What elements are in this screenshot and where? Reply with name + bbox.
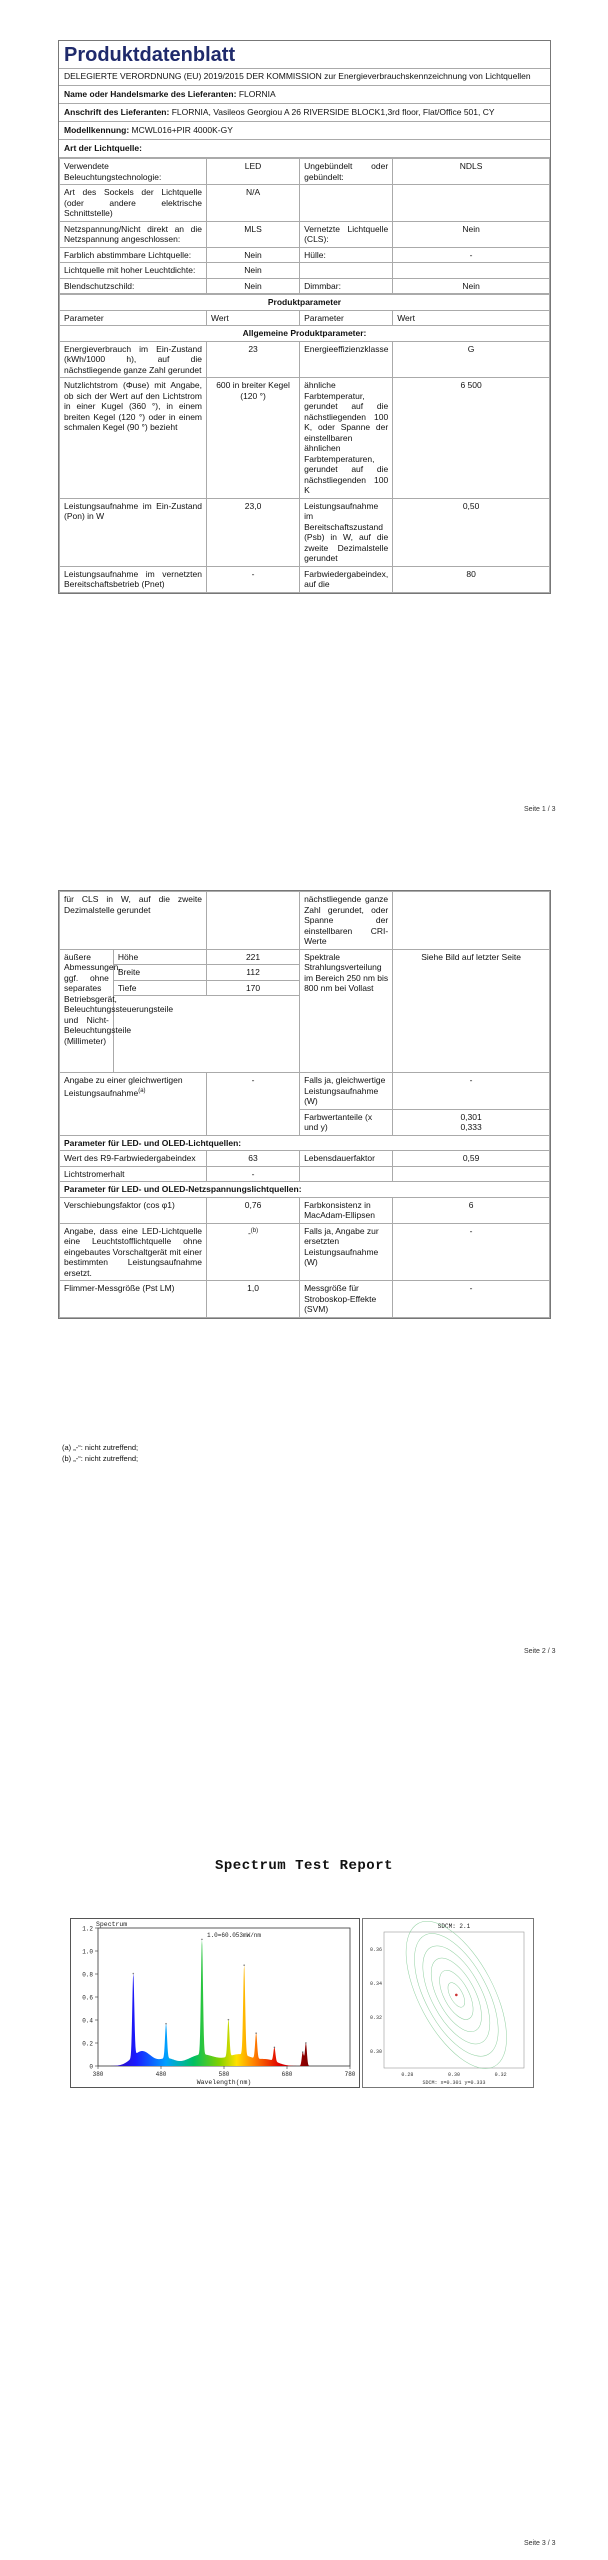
ballast-label: Angabe, dass eine LED-Lichtquelle eine Leuchtstofflichtquelle ohne eingebautes Vorschaltgerät mit einer bestimmten Leistungsaufnahme ersetzt. bbox=[60, 1223, 207, 1281]
source-cell-b: LED bbox=[207, 159, 300, 185]
col-header-value: Wert bbox=[207, 310, 300, 326]
param-cell-a: Nutzlichtstrom (Φuse) mit Angabe, ob sich der Wert auf den Lichtstrom in einer Kugel (360 °), in einem breiten Kegel (120 °) oder in einem schmalen Kegel (90 °) bezieht bbox=[60, 378, 207, 499]
type-label: Art der Lichtquelle: bbox=[59, 140, 550, 158]
page-1 bbox=[0, 0, 608, 820]
displacement-value: 0,76 bbox=[206, 1197, 299, 1223]
page-number: Seite 1 / 3 bbox=[524, 806, 556, 813]
spectrum-peak bbox=[228, 2019, 230, 2021]
sdcm-y-tick-label: 0.36 bbox=[369, 1947, 382, 1953]
parameter-table bbox=[59, 294, 550, 593]
lifetime-factor-label: Lebensdauerfaktor bbox=[300, 1151, 393, 1167]
param-cell-c: Leistungsaufnahme im Bereitschaftszustand (Psb) in W, auf die zweite Dezimalstelle gerundet bbox=[300, 498, 393, 566]
source-cell-c: Hülle: bbox=[300, 247, 393, 263]
stroboscopic-value: - bbox=[393, 1281, 550, 1318]
chromaticity-values bbox=[393, 1109, 550, 1135]
r9-value: 63 bbox=[206, 1151, 299, 1167]
footnote-a: (a) „-“: nicht zutreffend; bbox=[62, 1443, 139, 1452]
continued-table bbox=[59, 891, 550, 1318]
spectrum-peak bbox=[302, 2051, 304, 2053]
spectrum-peak bbox=[201, 1939, 203, 1941]
param-cell-d: 6 500 bbox=[393, 378, 550, 499]
spectrum-peak bbox=[165, 2023, 167, 2025]
source-cell-a: Art des Sockels der Lichtquelle (oder andere elektrische Schnittstelle) bbox=[60, 185, 207, 222]
light-source-table bbox=[59, 158, 550, 294]
source-row bbox=[60, 185, 550, 222]
source-row bbox=[60, 221, 550, 247]
dim-width-label: Breite bbox=[113, 965, 206, 981]
dim-depth-value: 170 bbox=[206, 980, 299, 996]
source-cell-a: Netzspannung/Nicht direkt an die Netzspannung angeschlossen: bbox=[60, 221, 207, 247]
source-cell-b: Nein bbox=[207, 263, 300, 279]
sdcm-y-tick-label: 0.30 bbox=[369, 2049, 382, 2055]
source-row bbox=[60, 159, 550, 185]
col-header-value: Wert bbox=[393, 310, 550, 326]
param-cell-b: - bbox=[207, 566, 300, 592]
spectrum-title: Spectrum bbox=[96, 1921, 128, 1928]
dim-height-label: Höhe bbox=[113, 949, 206, 965]
y-tick-label: 0 bbox=[89, 2063, 93, 2071]
x-tick-label: 380 bbox=[92, 2071, 104, 2078]
x-tick-label: 480 bbox=[155, 2071, 167, 2078]
displacement-label: Verschiebungsfaktor (cos φ1) bbox=[60, 1197, 207, 1223]
x-tick-label: 780 bbox=[344, 2071, 356, 2078]
source-cell-a: Farblich abstimmbare Lichtquelle: bbox=[60, 247, 207, 263]
spectrum-report-title: Spectrum Test Report bbox=[214, 1858, 394, 1874]
lifetime-factor-value: 0,59 bbox=[393, 1151, 550, 1167]
ballast2-value: - bbox=[393, 1223, 550, 1281]
address-line bbox=[59, 104, 550, 122]
param-cell-d: 80 bbox=[393, 566, 550, 592]
source-cell-d: Nein bbox=[393, 278, 550, 294]
page-2 bbox=[0, 890, 608, 1690]
lumen-maintenance-label: Lichtstromerhalt bbox=[60, 1166, 207, 1182]
spectral-label: Spektrale Strahlungsverteilung im Bereich 250 nm bis 800 nm bei Vollast bbox=[300, 949, 393, 1073]
page-number: Seite 2 / 3 bbox=[524, 1648, 556, 1655]
page-number: Seite 3 / 3 bbox=[524, 2540, 556, 2547]
y-tick-label: 0.6 bbox=[82, 1994, 93, 2002]
spectrum-peak bbox=[305, 2042, 307, 2044]
source-cell-a: Lichtquelle mit hoher Leuchtdichte: bbox=[60, 263, 207, 279]
stroboscopic-label: Messgröße für Stroboskop-Effekte (SVM) bbox=[300, 1281, 393, 1318]
source-cell-b: Nein bbox=[207, 278, 300, 294]
supplier-line bbox=[59, 86, 550, 104]
equivalent-power-value: - bbox=[206, 1073, 299, 1136]
source-row bbox=[60, 247, 550, 263]
sdcm-x-tick-label: 0.28 bbox=[401, 2072, 414, 2078]
param-row bbox=[60, 378, 550, 499]
footnotes bbox=[62, 1442, 138, 1464]
source-cell-c bbox=[300, 263, 393, 279]
y-tick-label: 0.8 bbox=[82, 1971, 93, 1979]
equivalent-power2-value: - bbox=[393, 1073, 550, 1110]
dim-depth-label: Tiefe bbox=[113, 980, 206, 996]
section-general: Allgemeine Produktparameter: bbox=[60, 326, 550, 342]
param-cell-b: 600 in breiter Kegel (120 °) bbox=[207, 378, 300, 499]
section-product-parameters: Produktparameter bbox=[60, 295, 550, 311]
source-cell-b: MLS bbox=[207, 221, 300, 247]
datasheet-frame-continued bbox=[58, 890, 551, 1319]
spectrum-peak bbox=[243, 1964, 245, 1966]
x-tick-label: 580 bbox=[218, 2071, 230, 2078]
x-tick-label: 680 bbox=[281, 2071, 293, 2078]
param-cell-b: 23,0 bbox=[207, 498, 300, 566]
source-cell-d bbox=[393, 185, 550, 222]
address-value: FLORNIA, Vasileos Georgiou A 26 RIVERSIDE BLOCK1,3rd floor, Flat/Office 501, CY bbox=[171, 107, 495, 117]
equivalent-power2-label: Falls ja, gleichwertige Leistungsaufnahme (W) bbox=[300, 1073, 393, 1110]
sdcm-point bbox=[455, 1994, 458, 1997]
param-cell-a: Energieverbrauch im Ein-Zustand (kWh/1000 h), auf die nächstliegende ganze Zahl gerundet bbox=[60, 341, 207, 378]
y-tick-label: 0.4 bbox=[82, 2017, 93, 2025]
param-cell-d: G bbox=[393, 341, 550, 378]
source-row bbox=[60, 278, 550, 294]
spectral-value: Siehe Bild auf letzter Seite bbox=[393, 949, 550, 1073]
regulation-text: DELEGIERTE VERORDNUNG (EU) 2019/2015 DER KOMMISSION zur Energieverbrauchskennzeichnung von Lichtquellen bbox=[59, 69, 550, 86]
y-tick-label: 0.2 bbox=[82, 2040, 93, 2048]
y-tick-label: 1.2 bbox=[82, 1925, 93, 1933]
dim-height-value: 221 bbox=[206, 949, 299, 965]
param-cell-c: ähnliche Farbtemperatur, gerundet auf die nächstliegenden 100 K, oder Spanne der einstellbaren ähnlichen Farbtemperaturen, gerundet auf die nächstliegenden 100 K bbox=[300, 378, 393, 499]
param-cell-c: Farbwiedergabeindex, auf die bbox=[300, 566, 393, 592]
sdcm-frame bbox=[363, 1919, 534, 2088]
source-cell-c bbox=[300, 185, 393, 222]
spectrum-peak bbox=[274, 2047, 276, 2049]
chromaticity-y: 0,333 bbox=[460, 1122, 482, 1132]
dimensions-label: äußere Abmessungen, ggf. ohne separates Betriebsgerät, Beleuchtungssteuerungsteile und Nicht-Beleuchtungsteile (Millimeter) bbox=[60, 949, 114, 1073]
col-header-param: Parameter bbox=[300, 310, 393, 326]
chromaticity-label: Farbwertanteile (x und y) bbox=[300, 1109, 393, 1135]
datasheet-frame bbox=[58, 40, 551, 594]
model-line bbox=[59, 122, 550, 140]
param-cell-b: 23 bbox=[207, 341, 300, 378]
source-cell-d: - bbox=[393, 247, 550, 263]
param-cell-a: Leistungsaufnahme im vernetzten Bereitschaftsbetrieb (Pnet) bbox=[60, 566, 207, 592]
spectrum-chart bbox=[70, 1918, 360, 2088]
source-cell-d bbox=[393, 263, 550, 279]
model-label: Modellkennung: bbox=[64, 125, 130, 135]
sdcm-y-tick-label: 0.32 bbox=[369, 2015, 382, 2021]
supplier-label: Name oder Handelsmarke des Lieferanten: bbox=[64, 89, 237, 99]
chromaticity-x: 0,301 bbox=[460, 1111, 482, 1122]
r9-label: Wert des R9-Farbwiedergabeindex bbox=[60, 1151, 207, 1167]
source-cell-a: Blendschutzschild: bbox=[60, 278, 207, 294]
source-cell-b: N/A bbox=[207, 185, 300, 222]
sdcm-title: SDCM: 2.1 bbox=[437, 1923, 471, 1930]
param-cell-a: Leistungsaufnahme im Ein-Zustand (Pon) in W bbox=[60, 498, 207, 566]
source-cell-d: Nein bbox=[393, 221, 550, 247]
macadam-label: Farbkonsistenz in MacAdam-Ellipsen bbox=[300, 1197, 393, 1223]
y-tick-label: 1.0 bbox=[82, 1948, 93, 1956]
sdcm-y-tick-label: 0.34 bbox=[369, 1981, 382, 1987]
flicker-value: 1,0 bbox=[206, 1281, 299, 1318]
cls-continued: für CLS in W, auf die zweite Dezimalstelle gerundet bbox=[60, 892, 207, 950]
ballast2-label: Falls ja, Angabe zur ersetzten Leistungsaufnahme (W) bbox=[300, 1223, 393, 1281]
source-cell-c: Dimmbar: bbox=[300, 278, 393, 294]
macadam-value: 6 bbox=[393, 1197, 550, 1223]
cri-continued: nächstliegende ganze Zahl gerundet, oder Spanne der einstellbaren CRI-Werte bbox=[300, 892, 393, 950]
param-row bbox=[60, 341, 550, 378]
equivalent-power-label: Angabe zu einer gleichwertigen Leistungsaufnahme$^{(a)}$ bbox=[60, 1073, 207, 1136]
model-value: MCWL016+PIR 4000K-GY bbox=[131, 125, 233, 135]
sdcm-x-tick-label: 0.32 bbox=[494, 2072, 507, 2078]
x-axis-label: Wavelength(nm) bbox=[196, 2079, 252, 2086]
param-cell-c: Energieeffizienzklasse bbox=[300, 341, 393, 378]
address-label: Anschrift des Lieferanten: bbox=[64, 107, 170, 117]
param-cell-d: 0,50 bbox=[393, 498, 550, 566]
source-row bbox=[60, 263, 550, 279]
spectrum-annotation: 1.0=60.053mW/nm bbox=[206, 1932, 262, 1939]
param-row bbox=[60, 566, 550, 592]
page-title: Produktdatenblatt bbox=[59, 41, 550, 69]
ballast-value: -$^{(b)}$ bbox=[206, 1223, 299, 1281]
section-mains: Parameter für LED- und OLED-Netzspannungslichtquellen: bbox=[60, 1182, 550, 1198]
col-header-param: Parameter bbox=[60, 310, 207, 326]
footnote-b: (b) „-“: nicht zutreffend; bbox=[62, 1454, 139, 1463]
sdcm-x-tick-label: 0.30 bbox=[447, 2072, 461, 2078]
supplier-value: FLORNIA bbox=[238, 89, 276, 99]
dim-width-value: 112 bbox=[206, 965, 299, 981]
lumen-maintenance-value: - bbox=[206, 1166, 299, 1182]
spectrum-peak bbox=[132, 1973, 134, 1975]
source-cell-a: Verwendete Beleuchtungstechnologie: bbox=[60, 159, 207, 185]
flicker-label: Flimmer-Messgröße (Pst LM) bbox=[60, 1281, 207, 1318]
source-cell-b: Nein bbox=[207, 247, 300, 263]
param-row bbox=[60, 498, 550, 566]
source-cell-c: Vernetzte Lichtquelle (CLS): bbox=[300, 221, 393, 247]
section-led: Parameter für LED- und OLED-Lichtquellen: bbox=[60, 1135, 550, 1151]
source-cell-c: Ungebündelt oder gebündelt: bbox=[300, 159, 393, 185]
spectrum-peak bbox=[255, 2032, 257, 2034]
sdcm-x-label: SDCM: x=0.301 y=0.333 bbox=[422, 2080, 486, 2086]
sdcm-chart bbox=[362, 1918, 534, 2088]
source-cell-d: NDLS bbox=[393, 159, 550, 185]
